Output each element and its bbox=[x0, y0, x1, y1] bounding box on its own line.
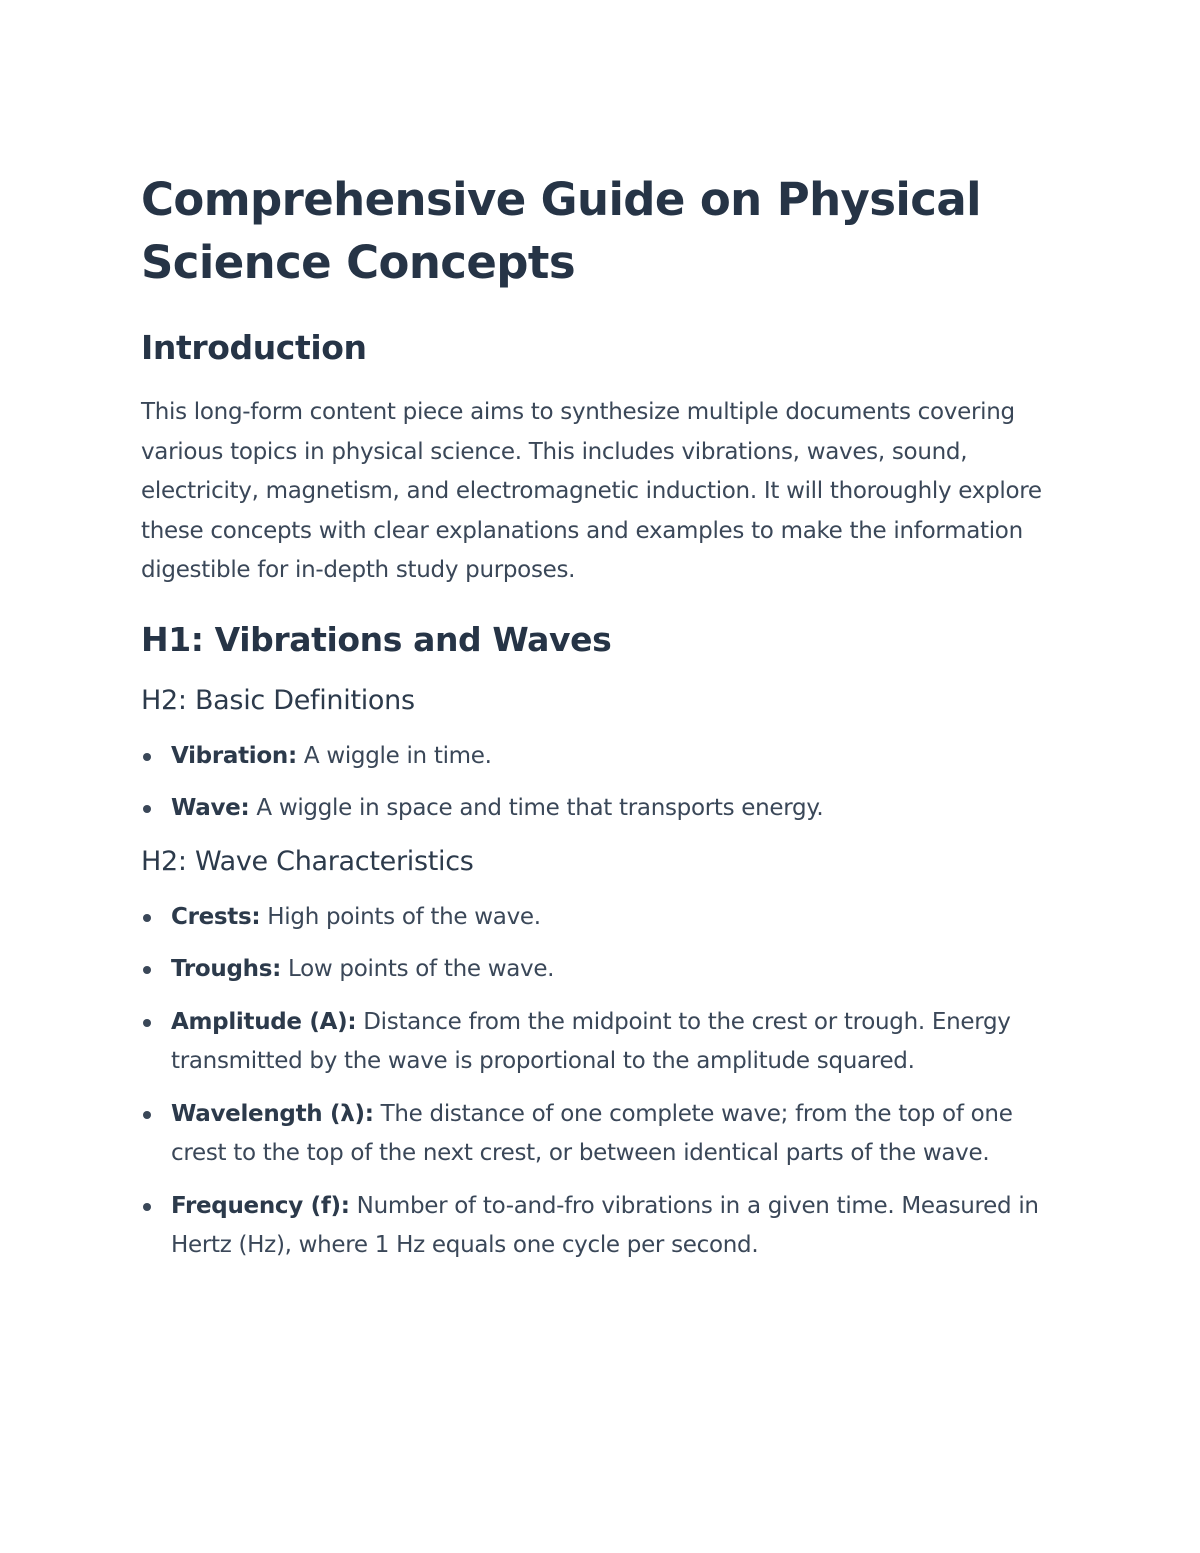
list-item-term: Wavelength (λ): bbox=[171, 1100, 374, 1127]
list-item-term: Troughs: bbox=[171, 956, 282, 982]
list-item bbox=[141, 737, 1071, 777]
introduction-heading: Introduction bbox=[141, 328, 367, 367]
title-line-2: Science Concepts bbox=[141, 236, 576, 289]
list-item-text: The distance of one complete wave; from the top of one crest to the top of the next crest, or between identical parts of the wave. bbox=[171, 1100, 1013, 1166]
list-item-term: Crests: bbox=[171, 903, 261, 930]
list-item bbox=[141, 1003, 1071, 1082]
list-item bbox=[141, 898, 1071, 938]
list-item-term: Vibration: bbox=[171, 742, 297, 769]
list-item bbox=[141, 950, 1071, 990]
wave-characteristics-heading: H2: Wave Characteristics bbox=[141, 845, 474, 877]
list-item-term: Wave: bbox=[171, 795, 250, 821]
list-item-text: Number of to-and-fro vibrations in a given time. Measured in Hertz (Hz), where 1 Hz equals one cycle per second. bbox=[171, 1192, 1039, 1258]
list-item-text: High points of the wave. bbox=[260, 903, 541, 930]
bullet-icon bbox=[143, 914, 151, 922]
list-item-term: Frequency (f): bbox=[171, 1192, 350, 1219]
introduction-paragraph: This long-form content piece aims to synthesize multiple documents covering various topics in physical science. This includes vibrations, waves, sound, electricity, magnetism, and electromagnetic induction. It will thoroughly explore these concepts with clear explanations and examples to make the information digestible for in-depth study purposes. bbox=[141, 399, 1042, 583]
list-item-term: Amplitude (A): bbox=[171, 1008, 357, 1035]
list-item-text: A wiggle in space and time that transports energy. bbox=[249, 795, 824, 821]
list-item bbox=[141, 1095, 1071, 1174]
basic-definitions-list bbox=[141, 737, 1071, 829]
basic-definitions-heading: H2: Basic Definitions bbox=[141, 684, 415, 716]
list-item-text: A wiggle in time. bbox=[296, 742, 492, 769]
bullet-icon bbox=[143, 1111, 151, 1119]
bullet-icon bbox=[143, 753, 151, 761]
list-item-text: Distance from the midpoint to the crest or trough. Energy transmitted by the wave is proportional to the amplitude squared. bbox=[171, 1008, 1011, 1074]
bullet-icon bbox=[143, 966, 151, 974]
document-page bbox=[141, 168, 1071, 1279]
bullet-icon bbox=[143, 805, 151, 813]
vibrations-waves-heading: H1: Vibrations and Waves bbox=[141, 619, 612, 659]
title-line-1: Comprehensive Guide on Physical bbox=[141, 173, 981, 226]
wave-characteristics-list bbox=[141, 898, 1071, 1266]
list-item bbox=[141, 789, 1071, 829]
list-item bbox=[141, 1187, 1071, 1266]
bullet-icon bbox=[143, 1019, 151, 1027]
bullet-icon bbox=[143, 1203, 151, 1211]
list-item-text: Low points of the wave. bbox=[281, 956, 555, 982]
document-title bbox=[141, 168, 1071, 294]
